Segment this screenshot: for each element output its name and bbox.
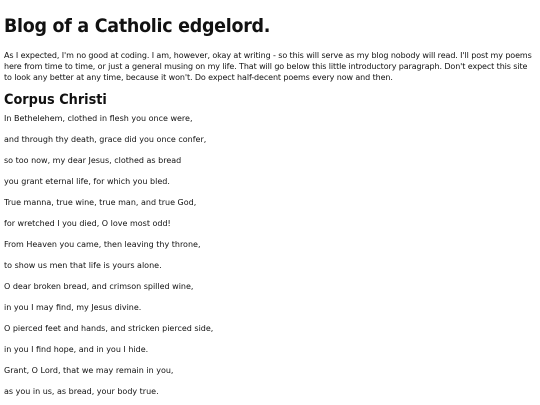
poem-line: From Heaven you came, then leaving thy throne, bbox=[4, 240, 201, 249]
poem-line: in you I may find, my Jesus divine. bbox=[4, 303, 142, 312]
poem-line: to show us men that life is yours alone. bbox=[4, 261, 162, 270]
poem-line: True manna, true wine, true man, and true God, bbox=[4, 198, 197, 207]
blog-title: Blog of a Catholic edgelord. bbox=[4, 15, 271, 37]
poem-line: In Bethelehem, clothed in flesh you once were, bbox=[4, 114, 193, 123]
post-title: Corpus Christi bbox=[4, 92, 107, 108]
poem-line: and through thy death, grace did you once confer, bbox=[4, 135, 207, 144]
poem-body bbox=[4, 114, 534, 397]
page-content bbox=[4, 0, 534, 405]
poem-line: Grant, O Lord, that we may remain in you, bbox=[4, 366, 174, 375]
poem-line: you grant eternal life, for which you bled. bbox=[4, 177, 170, 186]
intro-paragraph: As I expected, I'm no good at coding. I am, however, okay at writing - so this will serve as my blog nobody will read. I'll post my poems here from time to time, or just a general musing on my life. That will go below this little introductory paragraph. Don't expect this site to look any better at any time, because it won't. Do expect half-decent poems every now and then. bbox=[4, 51, 532, 82]
poem-line: O pierced feet and hands, and stricken pierced side, bbox=[4, 324, 214, 333]
poem-line: in you I find hope, and in you I hide. bbox=[4, 345, 149, 354]
poem-line: for wretched I you died, O love most odd! bbox=[4, 219, 171, 228]
poem-line: as you in us, as bread, your body true. bbox=[4, 387, 159, 396]
poem-line: so too now, my dear Jesus, clothed as bread bbox=[4, 156, 182, 165]
poem-line: O dear broken bread, and crimson spilled wine, bbox=[4, 282, 194, 291]
